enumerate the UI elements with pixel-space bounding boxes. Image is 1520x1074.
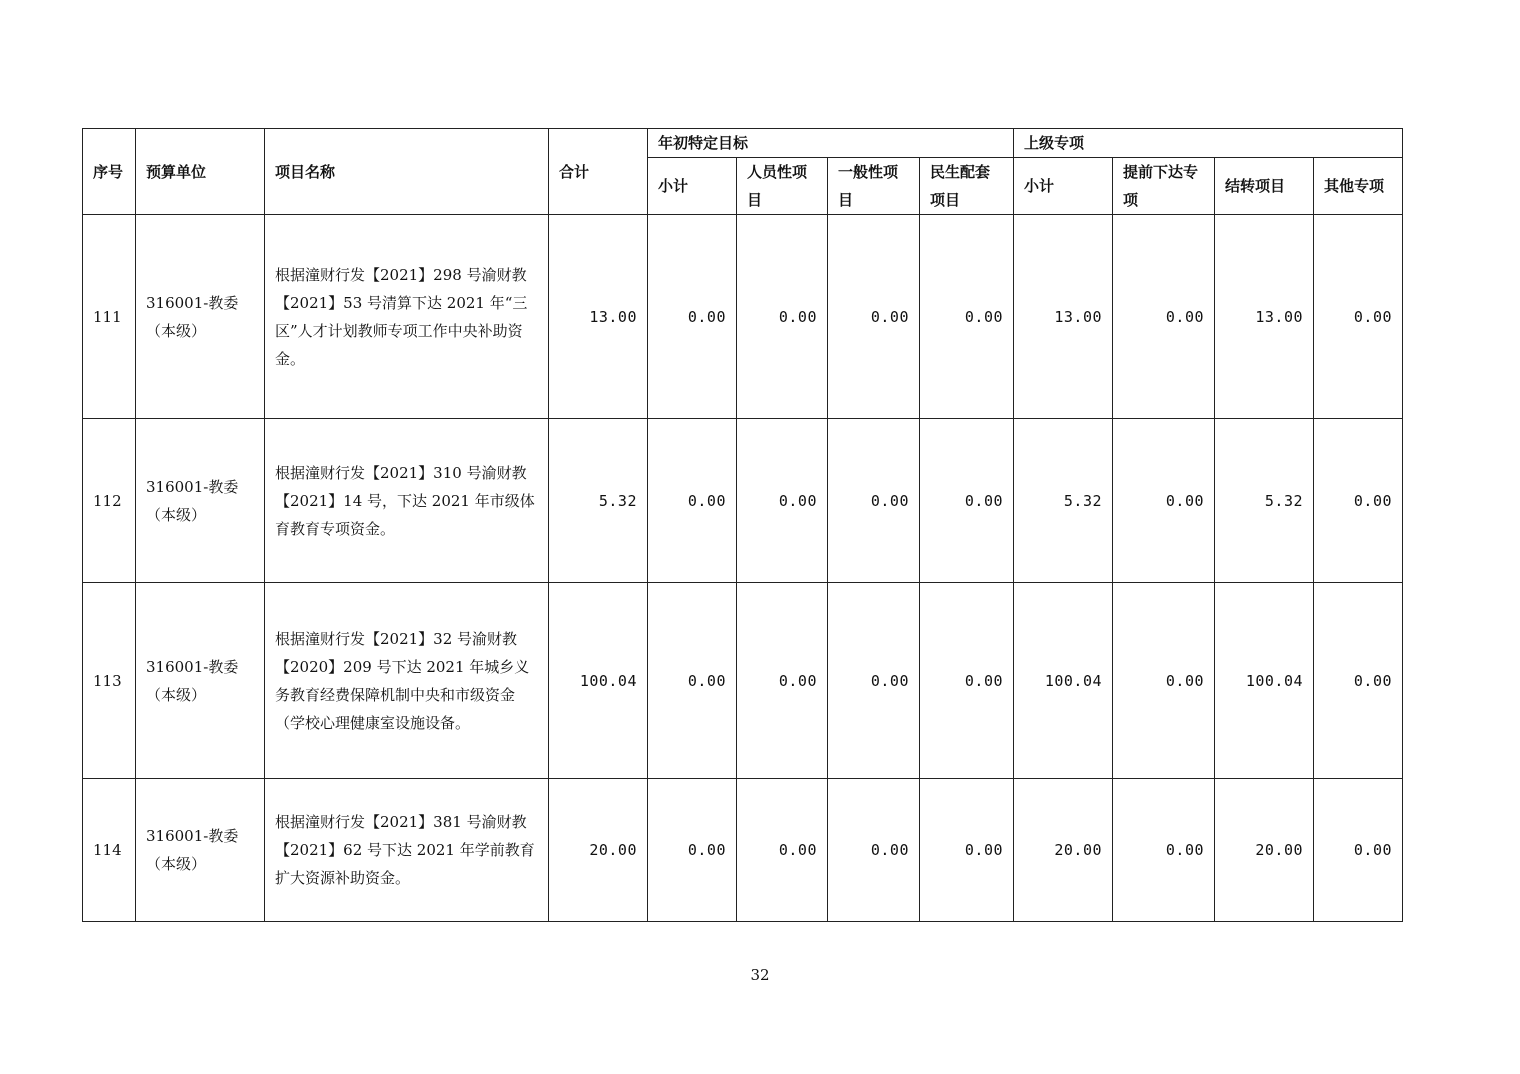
row-target-livelihood: 0.00 [920,215,1014,419]
row-total: 20.00 [549,779,648,922]
table-row [83,215,1403,419]
row-upper-other: 0.00 [1314,215,1403,419]
row-upper-advance: 0.00 [1113,215,1215,419]
row-project-name: 根据潼财行发【2021】310 号渝财教【2021】14 号，下达 2021 年市级体育教育专项资金。 [265,419,549,583]
row-upper-carryover: 20.00 [1215,779,1314,922]
header-unit: 预算单位 [136,129,265,215]
row-project-name: 根据潼财行发【2021】32 号渝财教【2020】209 号下达 2021 年城乡义务教育经费保障机制中央和市级资金（学校心理健康室设施设备。 [265,583,549,779]
header-seq: 序号 [83,129,136,215]
header-group-upper: 上级专项 [1014,129,1403,158]
unit-code: 316001-教委 [146,293,239,312]
row-upper-other: 0.00 [1314,583,1403,779]
row-target-general: 0.00 [828,779,920,922]
row-seq: 113 [83,583,136,779]
row-upper-other: 0.00 [1314,419,1403,583]
page-number: 32 [750,966,770,984]
header-upper-carryover: 结转项目 [1215,158,1314,215]
table-row [83,779,1403,922]
header-name: 项目名称 [265,129,549,215]
row-unit [136,779,265,922]
unit-level: （本级） [146,855,207,873]
row-target-general: 0.00 [828,215,920,419]
row-target-general: 0.00 [828,583,920,779]
unit-level: （本级） [146,685,207,704]
header-target-subtotal: 小计 [648,158,737,215]
row-upper-advance: 0.00 [1113,583,1215,779]
row-total: 5.32 [549,419,648,583]
row-target-livelihood: 0.00 [920,419,1014,583]
table-row [83,583,1403,779]
unit-level: （本级） [146,505,207,524]
header-upper-advance: 提前下达专项 [1113,158,1215,215]
row-project-name: 根据潼财行发【2021】298 号渝财教【2021】53 号清算下达 2021 年“三区”人才计划教师专项工作中央补助资金。 [265,215,549,419]
header-total: 合计 [549,129,648,215]
row-seq: 114 [83,779,136,922]
table-row [83,419,1403,583]
row-total: 13.00 [549,215,648,419]
unit-code: 316001-教委 [146,827,239,845]
row-upper-other: 0.00 [1314,779,1403,922]
row-upper-advance: 0.00 [1113,779,1215,922]
unit-code: 316001-教委 [146,657,239,676]
row-seq: 111 [83,215,136,419]
row-unit [136,215,265,419]
row-target-subtotal: 0.00 [648,419,737,583]
row-target-personnel: 0.00 [737,779,828,922]
header-upper-subtotal: 小计 [1014,158,1113,215]
unit-level: （本级） [146,321,207,340]
row-unit [136,583,265,779]
row-target-subtotal: 0.00 [648,215,737,419]
header-target-livelihood: 民生配套项目 [920,158,1014,215]
row-target-personnel: 0.00 [737,419,828,583]
row-upper-subtotal: 13.00 [1014,215,1113,419]
header-target-general: 一般性项目 [828,158,920,215]
header-upper-other: 其他专项 [1314,158,1403,215]
row-unit [136,419,265,583]
row-target-general: 0.00 [828,419,920,583]
row-upper-subtotal: 20.00 [1014,779,1113,922]
header-target-personnel: 人员性项目 [737,158,828,215]
row-target-subtotal: 0.00 [648,583,737,779]
row-seq: 112 [83,419,136,583]
row-upper-carryover: 100.04 [1215,583,1314,779]
row-upper-carryover: 5.32 [1215,419,1314,583]
header-group-target: 年初特定目标 [648,129,1014,158]
row-upper-advance: 0.00 [1113,419,1215,583]
row-target-livelihood: 0.00 [920,583,1014,779]
unit-code: 316001-教委 [146,477,239,496]
row-upper-subtotal: 100.04 [1014,583,1113,779]
row-target-personnel: 0.00 [737,215,828,419]
row-target-subtotal: 0.00 [648,779,737,922]
row-target-personnel: 0.00 [737,583,828,779]
row-upper-subtotal: 5.32 [1014,419,1113,583]
row-target-livelihood: 0.00 [920,779,1014,922]
budget-table [82,128,1403,922]
row-project-name: 根据潼财行发【2021】381 号渝财教【2021】62 号下达 2021 年学前教育扩大资源补助资金。 [265,779,549,922]
row-total: 100.04 [549,583,648,779]
row-upper-carryover: 13.00 [1215,215,1314,419]
